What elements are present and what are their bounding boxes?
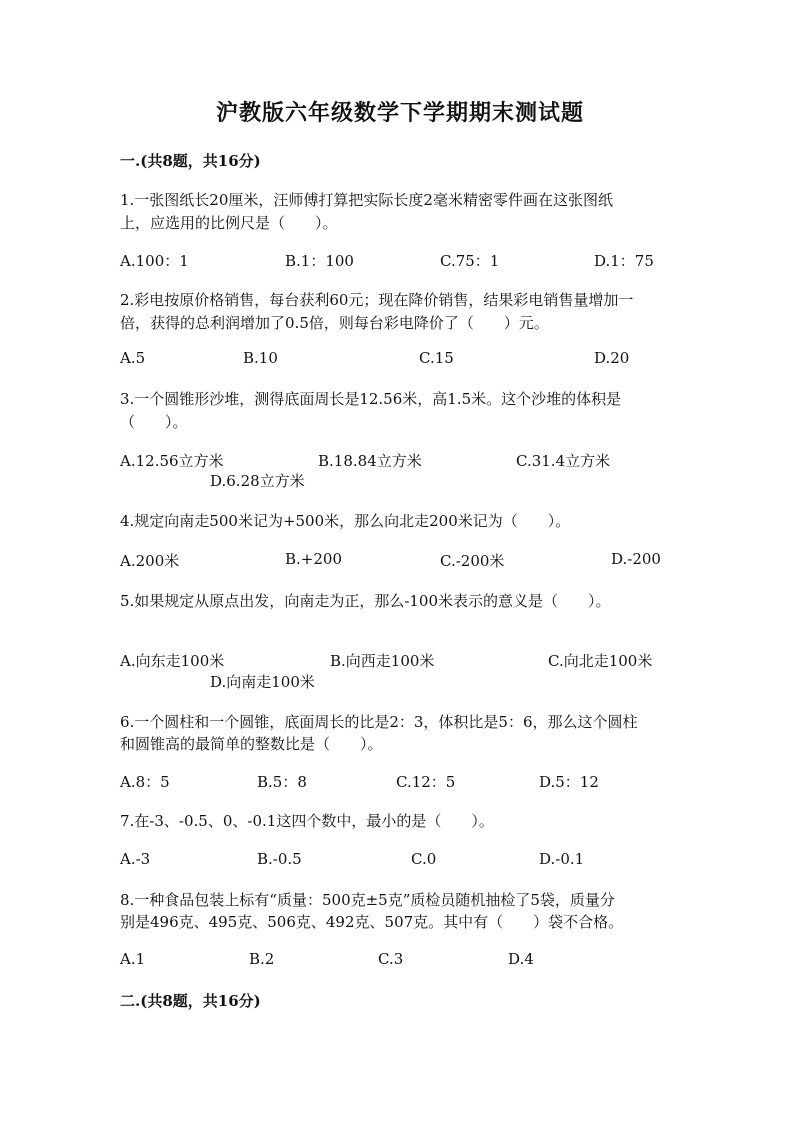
question-8-line-2: 别是496克、495克、506克、492克、507克。其中有（ ）袋不合格。 bbox=[120, 913, 624, 931]
question-7-option-c: C.0 bbox=[411, 850, 437, 868]
question-3-option-b: B.18.84立方米 bbox=[318, 452, 422, 470]
question-8-option-d: D.4 bbox=[508, 950, 534, 968]
question-4-line-1: 4.规定向南走500米记为+500米，那么向北走200米记为（ ）。 bbox=[120, 512, 571, 530]
page-title: 沪教版六年级数学下学期期末测试题 bbox=[215, 100, 584, 126]
section-heading-2: 二.(共8题，共16分) bbox=[120, 992, 261, 1010]
question-6-option-a: A.8：5 bbox=[120, 773, 170, 791]
question-1-option-b: B.1：100 bbox=[285, 252, 354, 270]
question-3-option-a: A.12.56立方米 bbox=[120, 452, 224, 470]
question-1-option-a: A.100：1 bbox=[120, 252, 189, 270]
question-2-line-1: 2.彩电按原价格销售，每台获利60元；现在降价销售，结果彩电销售量增加一 bbox=[120, 291, 634, 309]
question-2-option-d: D.20 bbox=[594, 349, 630, 367]
question-5-option-b: B.向西走100米 bbox=[330, 652, 435, 670]
question-5-line-1: 5.如果规定从原点出发，向南走为正，那么-100米表示的意义是（ ）。 bbox=[120, 592, 611, 610]
question-6-option-d: D.5：12 bbox=[539, 773, 599, 791]
question-4-option-a: A.200米 bbox=[120, 552, 180, 570]
question-3-line-1: 3.一个圆锥形沙堆，测得底面周长是12.56米，高1.5米。这个沙堆的体积是 bbox=[120, 390, 622, 408]
question-7-line-1: 7.在-3、-0.5、0、-0.1这四个数中，最小的是（ ）。 bbox=[120, 812, 494, 830]
question-1-option-c: C.75：1 bbox=[440, 252, 500, 270]
question-3-option-d: D.6.28立方米 bbox=[210, 472, 305, 490]
question-6-option-b: B.5：8 bbox=[257, 773, 307, 791]
question-8-option-c: C.3 bbox=[378, 950, 404, 968]
question-1-line-1: 1.一张图纸长20厘米，汪师傅打算把实际长度2毫米精密零件画在这张图纸 bbox=[120, 191, 613, 209]
question-7-option-d: D.-0.1 bbox=[539, 850, 585, 868]
question-5-option-a: A.向东走100米 bbox=[120, 652, 225, 670]
question-4-option-b: B.+200 bbox=[285, 550, 342, 568]
question-8-option-b: B.2 bbox=[249, 950, 275, 968]
question-2-option-c: C.15 bbox=[419, 349, 454, 367]
question-6-line-2: 和圆锥高的最简单的整数比是（ ）。 bbox=[120, 735, 383, 753]
question-3-option-c: C.31.4立方米 bbox=[516, 452, 611, 470]
question-5-option-d: D.向南走100米 bbox=[210, 673, 315, 691]
question-4-option-d: D.-200 bbox=[611, 550, 661, 568]
question-2-option-a: A.5 bbox=[120, 349, 146, 367]
question-7-option-b: B.-0.5 bbox=[257, 850, 302, 868]
question-5-option-c: C.向北走100米 bbox=[548, 652, 653, 670]
question-7-option-a: A.-3 bbox=[120, 850, 151, 868]
question-8-line-1: 8.一种食品包装上标有“质量：500克±5克”质检员随机抽检了5袋，质量分 bbox=[120, 891, 615, 909]
question-4-option-c: C.-200米 bbox=[440, 552, 505, 570]
section-heading-1: 一.(共8题，共16分) bbox=[120, 152, 261, 170]
question-1-option-d: D.1：75 bbox=[594, 252, 654, 270]
question-6-line-1: 6.一个圆柱和一个圆锥，底面周长的比是2：3，体积比是5：6，那么这个圆柱 bbox=[120, 713, 638, 731]
question-3-line-2: （ ）。 bbox=[120, 413, 188, 431]
question-2-option-b: B.10 bbox=[243, 349, 278, 367]
question-2-line-2: 倍，获得的总利润增加了0.5倍，则每台彩电降价了（ ）元。 bbox=[120, 314, 549, 332]
question-6-option-c: C.12：5 bbox=[396, 773, 456, 791]
question-1-line-2: 上，应选用的比例尺是（ ）。 bbox=[120, 214, 338, 232]
question-8-option-a: A.1 bbox=[120, 950, 146, 968]
